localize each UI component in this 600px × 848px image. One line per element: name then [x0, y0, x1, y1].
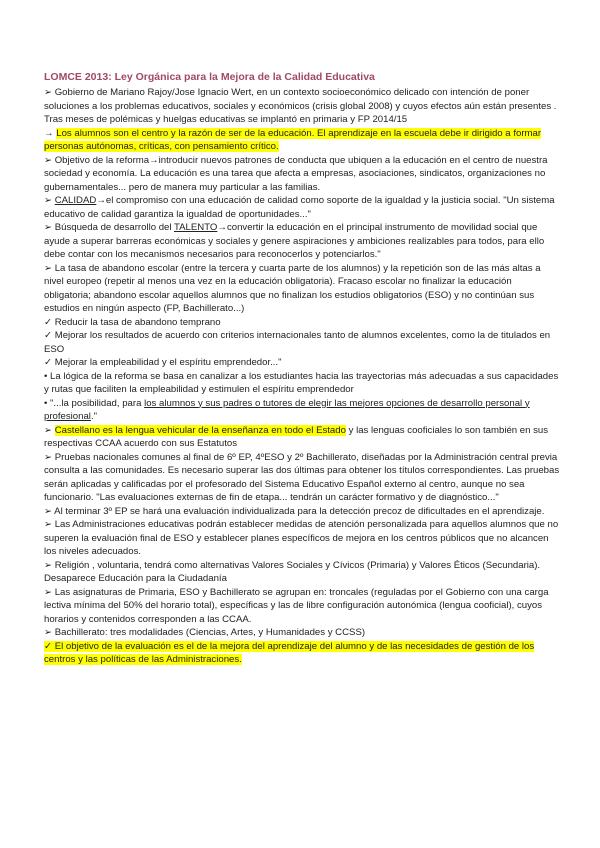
talento-prefix: ➢ Búsqueda de desarrollo del	[44, 222, 175, 233]
highlight-alumnos-centro: Los alumnos son el centro y la razón de ser de la educación. El aprendizaje en la escuela debe ir dirigido a formar personas autónomas, críticas, con pensamiento crítico.	[44, 127, 542, 152]
paragraph-objetivo-evaluacion	[44, 640, 560, 667]
paragraph-evaluacion-3ep: ➢ Al terminar 3º EP se hará una evaluación individualizada para la detección precoz de dificultades en el aprendizaje.	[44, 505, 545, 517]
arrow-prefix: →	[44, 127, 57, 139]
underline-calidad: CALIDAD	[54, 195, 97, 206]
paragraph-castellano	[44, 424, 560, 451]
check-empleabilidad: ✓ Mejorar la empleabilidad y el espíritu emprendedor..."	[44, 357, 282, 368]
bullet-logica-reforma: • La lógica de la reforma se basa en canalizar a los estudiantes hacia las trayectorias más adecuadas a sus capacidades y rutas que faciliten la empleabilidad y estimulen el espíritu emprendedor	[44, 370, 559, 395]
calidad-text: →el compromiso con una educación de calidad como soporte de la igualdad y la justicia social. "Un sistema educativo de calidad garantiza la igualdad de oportunidades..."	[44, 195, 555, 220]
paragraph-abandono: ➢ La tasa de abandono escolar (entre la tercera y cuarta parte de los alumnos) y la repetición son de las más altas a nivel europeo (repetir al menos una vez en la educación obligatoria). Fracaso escolar no finalizar la educación obligatoria; abandono escolar aquellos alumnos que no finalizan los estudios obligatorios (ESO) y no continúan sus estudios en ningún aspecto (FP, Bachillerato...)	[44, 262, 541, 314]
document-page	[44, 70, 560, 667]
paragraph-bachillerato: ➢ Bachillerato: tres modalidades (Ciencias, Artes, y Humanidades y CCSS)	[44, 627, 366, 638]
paragraph-pruebas-nacionales: ➢ Pruebas nacionales comunes al final de 6º EP, 4ºESO y 2º Bachillerato, diseñadas por la Administración central previa consulta a las comunidades. Es necesario superar las dos últimas para obtener los títulos correspondientes. Las pruebas serán aplicadas y calificadas por el profesorado del Sistema Educativo Español externo al centro, aunque no sea funcionario. "Las evaluaciones externas de fin de etapa... tendrán un carácter formativo y de diagnóstico..."	[44, 451, 560, 503]
paragraph-alumnos-centro	[44, 127, 560, 154]
check-mejorar-resultados: ✓ Mejorar los resultados de acuerdo con criterios internacionales tanto de alumnos excelentes, como la de titulados en ESO	[44, 330, 551, 355]
paragraph-gobierno: ➢ Gobierno de Mariano Rajoy/Jose Ignacio Wert, en un contexto socioeconómico delicado con intención de poner soluciones a los problemas educativos, sociales y económicos (crisis global 2008) y cuyos efectos aún están presentes .	[44, 87, 557, 112]
document-title: LOMCE 2013: Ley Orgánica para la Mejora de la Calidad Educativa	[44, 71, 375, 83]
castellano-text: y las lenguas cooficiales lo son también en sus respectivas CCAA acuerdo con sus Estatutos	[44, 424, 549, 449]
underline-elegir-opciones: los alumnos y sus padres o tutores de elegir las mejores opciones de desarrollo personal y profesional	[44, 397, 530, 422]
paragraph-huelgas: Tras meses de polémicas y huelgas educativas se implantó en primaria y FP 2014/15	[44, 114, 408, 125]
check-reducir-abandono: ✓ Reducir la tasa de abandono temprano	[44, 316, 221, 328]
posibilidad-prefix: • "...la posibilidad, para	[44, 397, 145, 409]
bullet-prefix: ➢	[44, 195, 55, 206]
paragraph-talento	[44, 221, 560, 262]
talento-text: →convertir la educación en el principal instrumento de movilidad social que ayude a superar barreras económicas y sociales y genere aspiraciones y ambiciones realizables para todos, para ello debe contar con los mecanismos necesarios para reconocerlos y potenciarlos."	[44, 222, 545, 260]
underline-talento: TALENTO	[174, 222, 218, 233]
highlight-castellano: Castellano es la lengua vehicular de la enseñanza en todo el Estado	[54, 424, 346, 436]
bullet-posibilidad	[44, 397, 560, 424]
paragraph-calidad	[44, 194, 560, 221]
bullet-prefix: ➢	[44, 424, 55, 436]
paragraph-asignaturas: ➢ Las asignaturas de Primaria, ESO y Bachillerato se agrupan en: troncales (reguladas por el Gobierno con una carga lectiva mínima del 50% del horario total), específicas y las de libre configuración autonómica (lengua cooficial), cuyos horarios y contenidos corresponden a las CCAA.	[44, 586, 549, 625]
paragraph-religion: ➢ Religión , voluntaria, tendrá como alternativas Valores Sociales y Cívicos (Primaria) y Valores Éticos (Secundaria). Desaparece Educación para la Ciudadanía	[44, 559, 541, 584]
posibilidad-suffix: ."	[90, 411, 98, 422]
paragraph-administraciones: ➢ Las Administraciones educativas podrán establecer medidas de atención personalizada para aquellos alumnos que no superen la evaluación final de ESO y establecer planes específicos de mejora en los centros públicos que no alcancen los niveles adecuados.	[44, 519, 559, 557]
paragraph-objetivo: ➢ Objetivo de la reforma→introducir nuevos patrones de conducta que ubiquen a la educación en el centro de nuestra sociedad y economía. La educación es una tarea que afecta a empresas, asociaciones, sindicatos, organizaciones no gubernamentales... pero de manera muy particular a las familias.	[44, 154, 548, 193]
highlight-objetivo-evaluacion: ✓ El objetivo de la evaluación es el de la mejora del aprendizaje del alumno y de las necesidades de gestión de los centros y las políticas de las Administraciones.	[44, 640, 535, 665]
